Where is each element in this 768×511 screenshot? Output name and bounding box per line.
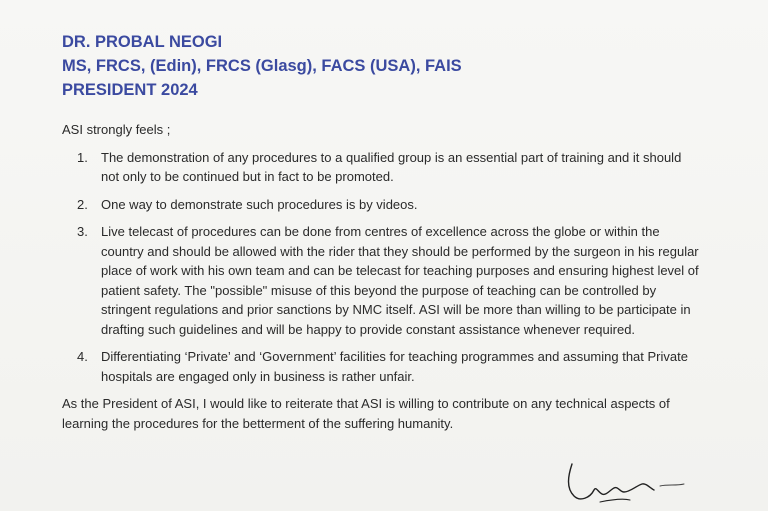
list-item: [62, 195, 702, 215]
intro-text: ASI strongly feels ;: [62, 122, 171, 137]
author-name: DR. PROBAL NEOGI: [62, 33, 223, 51]
list-item-text: Live telecast of procedures can be done from centres of excellence across the globe or within the country and should be allowed with the rider that they should be performed by the surgeon in his regular place of work with his own team and can be telecast for teaching purposes and ensuring highest level of patient safety. The "possible" misuse of this beyond the purpose of teaching can be controlled by stringent regulations and prior sanctions by NMC itself. ASI will be more than willing to be participate in drafting such guidelines and will be happy to provide constant assistance whenever required.: [101, 224, 699, 337]
handwritten-signature: [560, 462, 700, 511]
list-item-text: The demonstration of any procedures to a qualified group is an essential part of training and it should not only to be continued but in fact to be promoted.: [101, 149, 682, 184]
list-item-text: Differentiating ‘Private’ and ‘Government’ facilities for teaching programmes and assuming that Private hospitals are engaged only in business is rather unfair.: [101, 349, 688, 384]
list-item-number: 1.: [77, 149, 88, 165]
list-item: [62, 148, 702, 187]
author-title: PRESIDENT 2024: [62, 81, 198, 99]
closing-paragraph: As the President of ASI, I would like to reiterate that ASI is willing to contribute on any technical aspects of learning the procedures for the betterment of the suffering humanity.: [62, 396, 670, 431]
letterhead: [62, 30, 462, 102]
author-qualifications: MS, FRCS, (Edin), FRCS (Glasg), FACS (USA), FAIS: [62, 57, 462, 75]
list-item-text: One way to demonstrate such procedures is by videos.: [101, 196, 418, 212]
letter-body: [62, 120, 702, 446]
list-item: [62, 222, 702, 339]
list-item-number: 3.: [77, 224, 88, 239]
list-item-number: 2.: [77, 196, 88, 212]
list-item: [62, 347, 702, 386]
list-item-number: 4.: [77, 349, 88, 364]
points-list: [62, 148, 702, 387]
